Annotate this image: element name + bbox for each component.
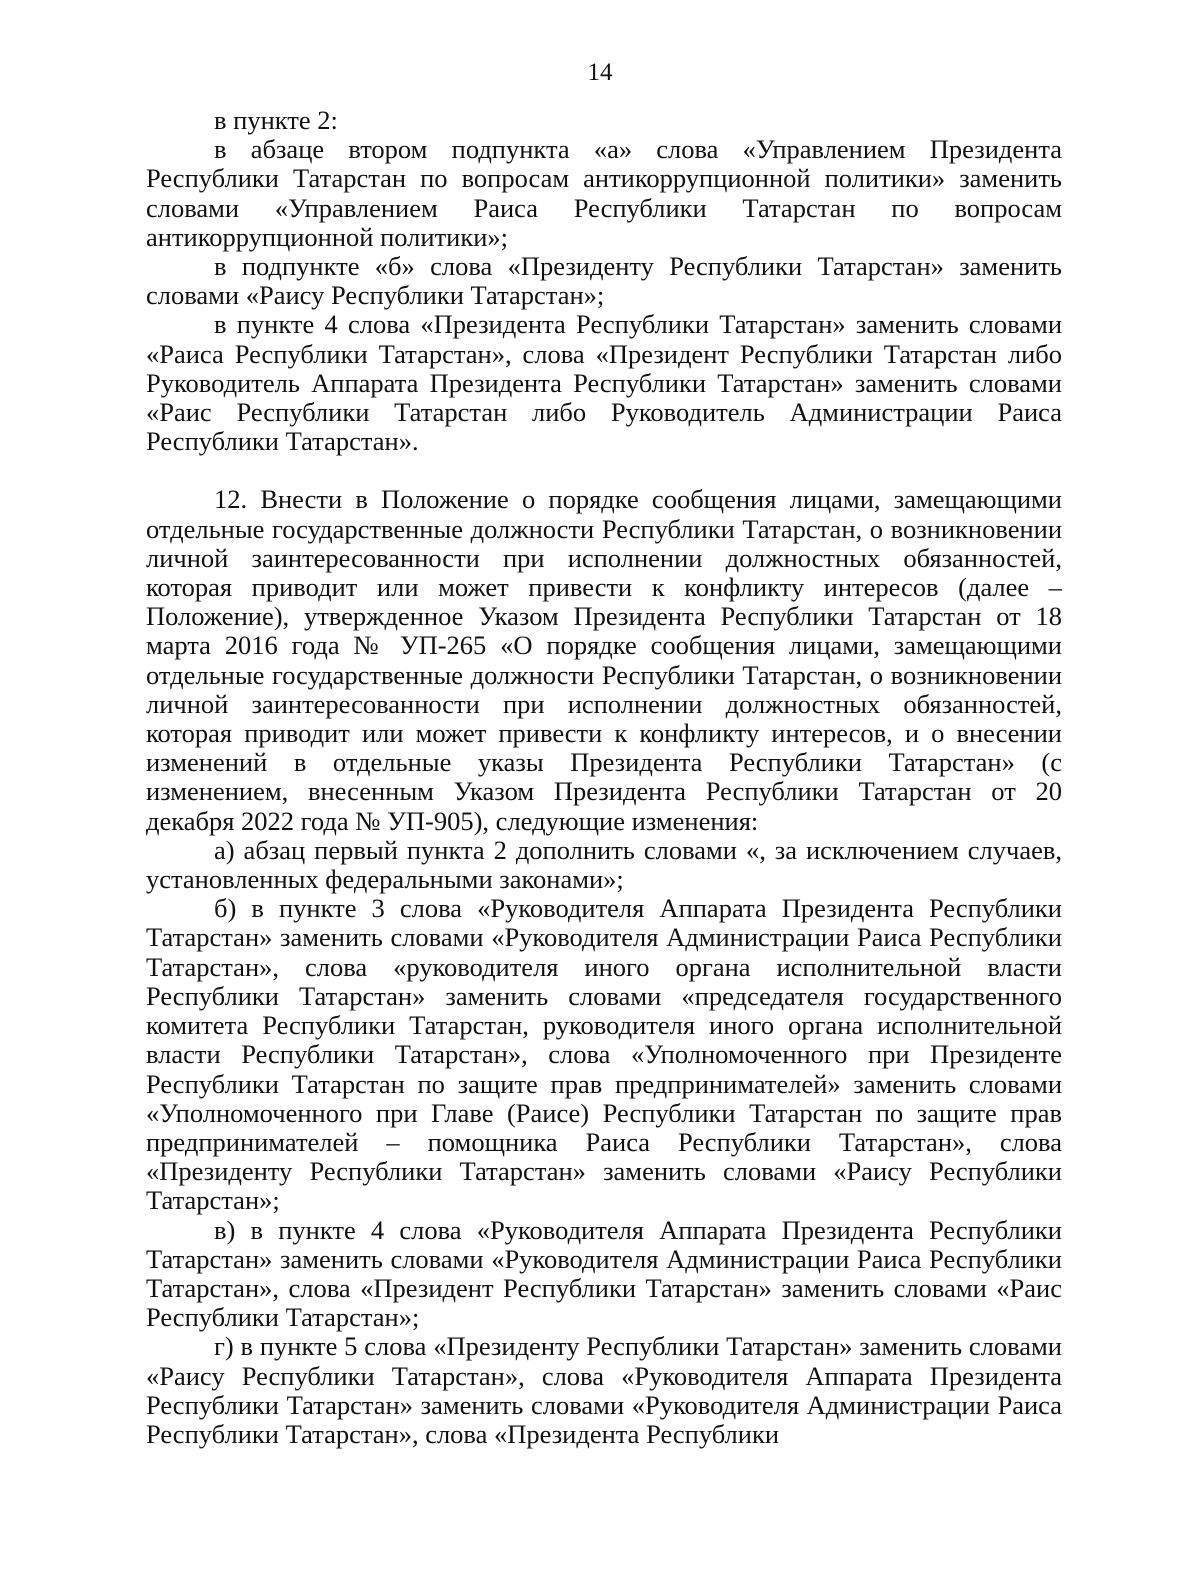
paragraph-subitem-b-amendment: в подпункте «б» слова «Президенту Республики Татарстан» заменить словами «Раису Республики Татарстан»; bbox=[146, 251, 1062, 311]
paragraph-section-12: 12. Внести в Положение о порядке сообщения лицами, замещающими отдельные государственные должности Республики Татарстан, о возникновении личной заинтересованности при исполнении должностных обязанностей, которая приводит или может привести к конфликту интересов (далее – Положение), утвержденное Указом Президента Республики Татарстан от 18 марта 2016 года № УП-265 «О порядке сообщения лицами, замещающими отдельные государственные должности Республики Татарстан, о возникновении личной заинтересованности при исполнении должностных обязанностей, которая приводит или может привести к конфликту интересов, и о внесении изменений в отдельные указы Президента Республики Татарстан» (с изменением, внесенным Указом Президента Республики Татарстан от 20 декабря 2022 года № УП-905), следующие изменения: bbox=[146, 484, 1062, 836]
paragraph-subitem-a-amendment: в абзаце втором подпункта «а» слова «Управлением Президента Республики Татарстан по вопросам антикоррупционной политики» заменить словами «Управлением Раиса Республики Татарстан по вопросам антикоррупционной политики»; bbox=[146, 134, 1062, 252]
paragraph-change-b: б) в пункте 3 слова «Руководителя Аппарата Президента Республики Татарстан» заменить словами «Руководителя Администрации Раиса Республики Татарстан», слова «руководителя иного органа исполнительной власти Республики Татарстан» заменить словами «председателя государственного комитета Республики Татарстан, руководителя иного органа исполнительной власти Республики Татарстан», слова «Уполномоченного при Президенте Республики Татарстан по защите прав предпринимателей» заменить словами «Уполномоченного при Главе (Раисе) Республики Татарстан по защите прав предпринимателей – помощника Раиса Республики Татарстан», слова «Президенту Республики Татарстан» заменить словами «Раису Республики Татарстан»; bbox=[146, 893, 1062, 1216]
document-body bbox=[146, 106, 1062, 1449]
page-number: 14 bbox=[587, 59, 613, 86]
paragraph-item-4-amendment: в пункте 4 слова «Президента Республики Татарстан» заменить словами «Раиса Республики Татарстан», слова «Президент Республики Татарстан либо Руководитель Аппарата Президента Республики Татарстан» заменить словами «Раис Республики Татарстан либо Руководитель Администрации Раиса Республики Татарстан». bbox=[146, 309, 1062, 457]
paragraph-change-v: в) в пункте 4 слова «Руководителя Аппарата Президента Республики Татарстан» заменить словами «Руководителя Администрации Раиса Республики Татарстан», слова «Президент Республики Татарстан» заменить словами «Раис Республики Татарстан»; bbox=[146, 1214, 1062, 1333]
paragraph-change-a: а) абзац первый пункта 2 дополнить словами «, за исключением случаев, установленных федеральными законами»; bbox=[146, 834, 1062, 895]
paragraph-item-2-header: в пункте 2: bbox=[214, 105, 338, 135]
paragraph-change-g: г) в пункте 5 слова «Президенту Республики Татарстан» заменить словами «Раису Республики Татарстан», слова «Руководителя Аппарата Президента Республики Татарстан» заменить словами «Руководителя Администрации Раиса Республики Татарстан», слова «Президента Республики bbox=[146, 1331, 1062, 1449]
